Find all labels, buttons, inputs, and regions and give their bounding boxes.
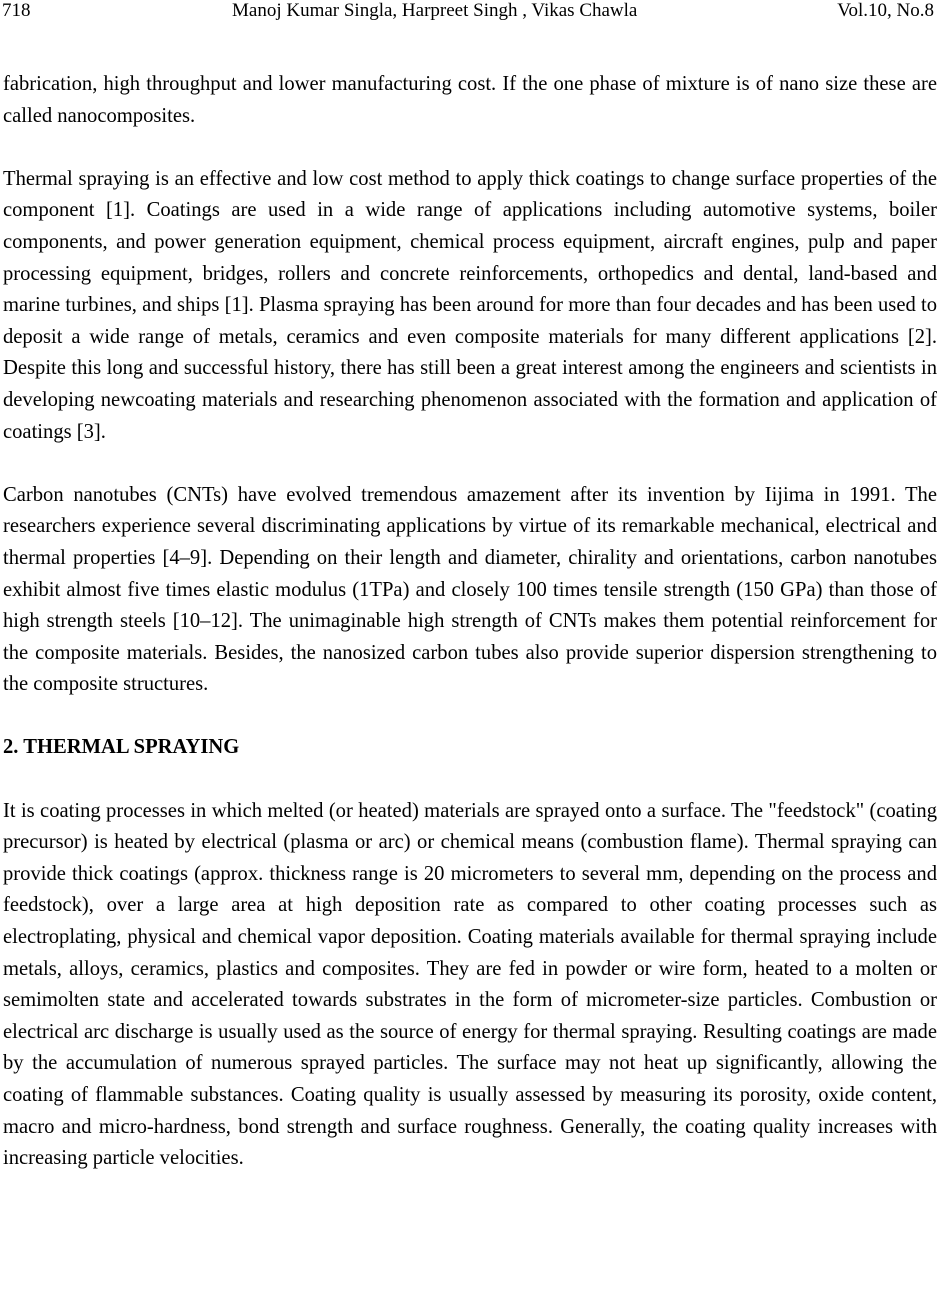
author-line: Manoj Kumar Singla, Harpreet Singh , Vikas Chawla [232, 0, 638, 21]
paragraph-thermal-spraying-process: It is coating processes in which melted (or heated) materials are sprayed onto a surface. The "feedstock" (coating precursor) is heated by electrical (plasma or arc) or chemical means (combustion flame). Thermal spraying can provide thick coatings (approx. thickness range is 20 micrometers to several mm, depending on the process and feedstock), over a large area at high deposition rate as compared to other coating processes such as electroplating, physical and chemical vapor deposition. Coating materials available for thermal spraying include metals, alloys, ceramics, plastics and composites. They are fed in powder or wire form, heated to a molten or semimolten state and accelerated towards substrates in the form of micrometer-size particles. Combustion or electrical arc discharge is usually used as the source of energy for thermal spraying. Resulting coatings are made by the accumulation of numerous sprayed particles. The surface may not heat up significantly, allowing the coating of flammable substances. Coating quality is usually assessed by measuring its porosity, oxide content, macro and micro-hardness, bond strength and surface roughness. Generally, the coating quality increases with increasing particle velocities. [3, 799, 937, 1170]
volume-issue: Vol.10, No.8 [837, 0, 934, 21]
section-heading: 2. THERMAL SPRAYING [3, 736, 240, 759]
paragraph-thermal-spraying-intro: Thermal spraying is an effective and low cost method to apply thick coatings to change surface properties of the component [1]. Coatings are used in a wide range of applications including automotive systems, boiler components, and power generation equipment, chemical process equipment, aircraft engines, pulp and paper processing equipment, bridges, rollers and concrete reinforcements, orthopedics and dental, land-based and marine turbines, and ships [1]. Plasma spraying has been around for more than four decades and has been used to deposit a wide range of metals, ceramics and even composite materials for many different applications [2]. Despite this long and successful history, there has still been a great interest among the engineers and scientists in developing newcoating materials and researching phenomenon associated with the formation and application of coatings [3]. [3, 167, 937, 443]
paragraph-continued: fabrication, high throughput and lower manufacturing cost. If the one phase of mixture is of nano size these are called nanocomposites. [3, 73, 937, 127]
document-page [3, 0, 937, 1175]
paragraph-carbon-nanotubes: Carbon nanotubes (CNTs) have evolved tremendous amazement after its invention by Iijima in 1991. The researchers experience several discriminating applications by virtue of its remarkable mechanical, electrical and thermal properties [4–9]. Depending on their length and diameter, chirality and orientations, carbon nanotubes exhibit almost five times elastic modulus (1TPa) and closely 100 times tensile strength (150 GPa) than those of high strength steels [10–12]. The unimaginable high strength of CNTs makes them potential reinforcement for the composite materials. Besides, the nanosized carbon tubes also provide superior dispersion strengthening to the composite structures. [3, 483, 937, 696]
running-header [3, 0, 937, 22]
page-number: 718 [2, 0, 31, 21]
